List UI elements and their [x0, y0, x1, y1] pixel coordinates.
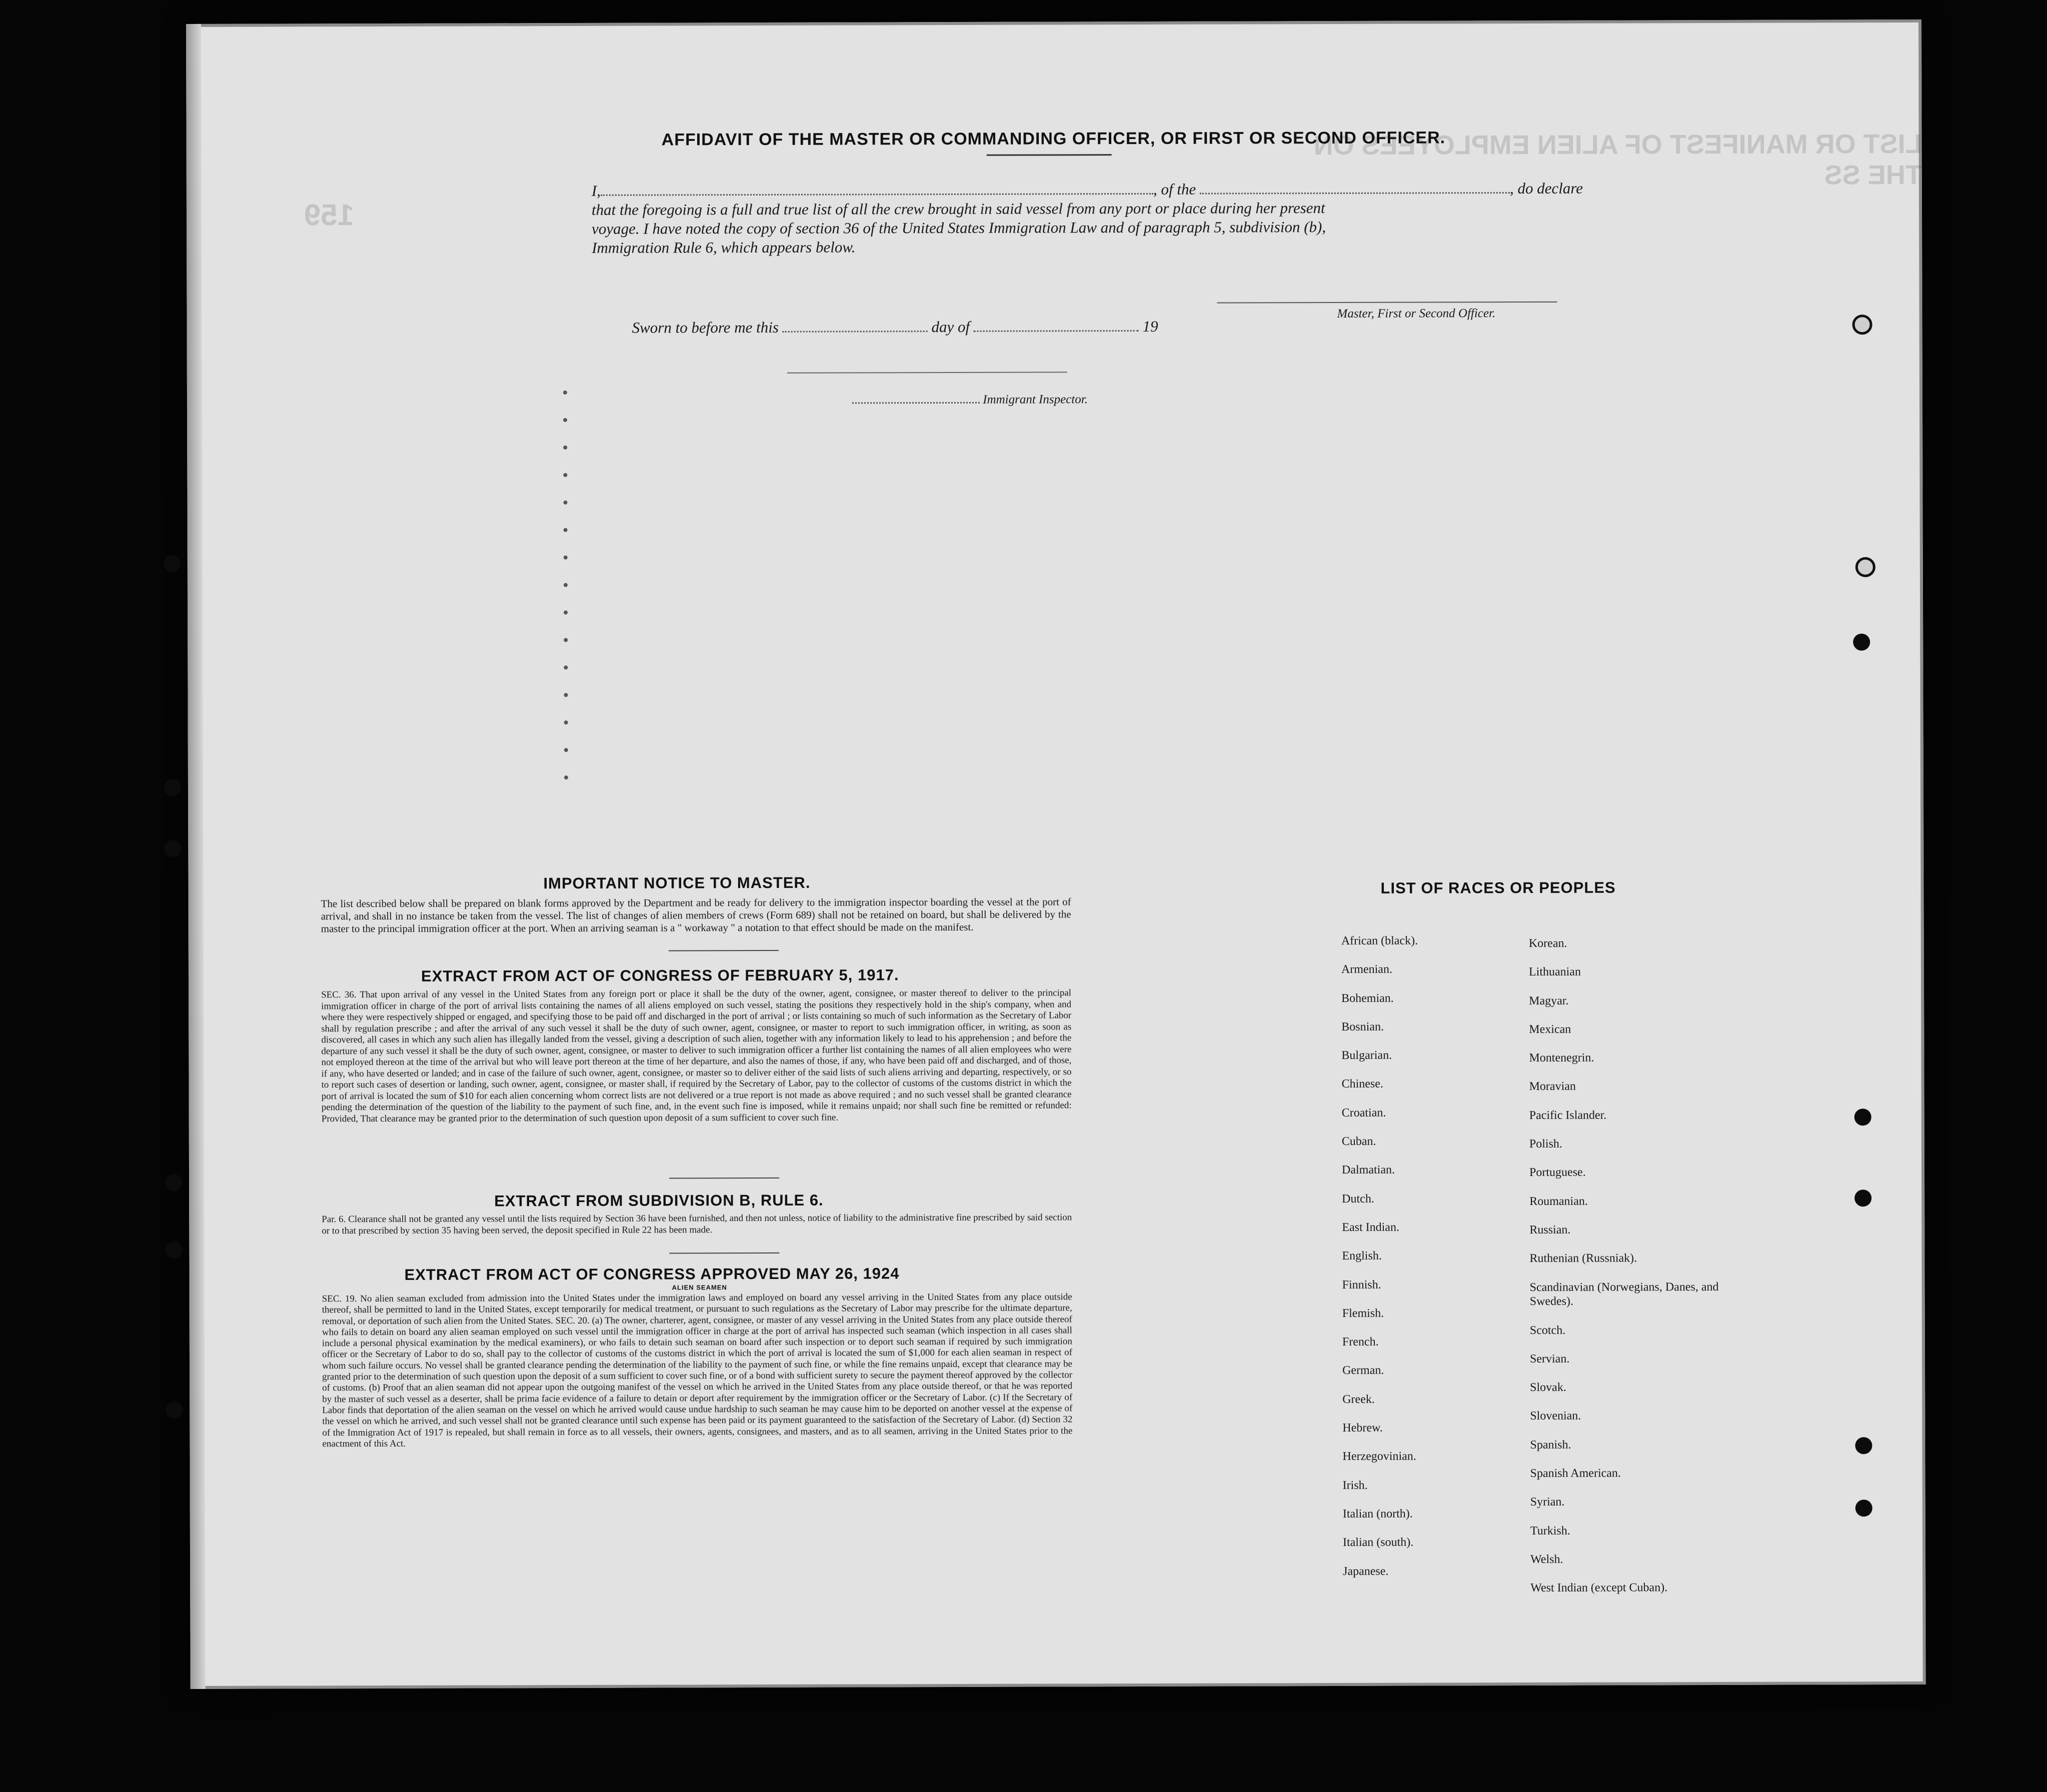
section-rule — [669, 950, 779, 952]
day-of-label: day of — [931, 318, 970, 336]
sworn-line — [632, 318, 1158, 337]
race-item: Herzegovinian. — [1342, 1450, 1416, 1464]
page-edge — [186, 24, 206, 1689]
race-item: Korean. — [1528, 936, 1567, 950]
race-item: Flemish. — [1342, 1306, 1384, 1320]
extract-rule6-text: Par. 6. Clearance shall not be granted any vessel until the lists required by Section 36 have been furnished, and then not unless, notice of liability to the administrative fine prescribed by said section or to that prescribed by section 35 having been served, the deposit specified in Rule 22 has been made. — [322, 1212, 1072, 1236]
section-rule — [669, 1252, 779, 1254]
binder-hole — [1854, 1108, 1871, 1126]
margin-dot — [564, 638, 568, 642]
race-item: Slovak. — [1530, 1380, 1566, 1394]
of-the-label: , of the — [1153, 180, 1196, 198]
races-right-column — [1529, 929, 1731, 1603]
binder-hole — [165, 1174, 182, 1191]
binder-hole — [164, 555, 181, 572]
race-item: German. — [1342, 1364, 1384, 1378]
race-item: Mexican — [1529, 1022, 1571, 1036]
margin-dot — [564, 583, 568, 587]
race-item: Bosnian. — [1341, 1020, 1384, 1034]
binder-ring — [1852, 314, 1872, 334]
master-signature-line[interactable] — [1217, 302, 1557, 304]
binder-hole — [164, 779, 181, 796]
race-item: Roumanian. — [1529, 1194, 1588, 1208]
race-item: Russian. — [1529, 1223, 1571, 1236]
affidavit-line3: voyage. I have noted the copy of section 36 of the United States Immigration Law and of paragraph 5, subdivision (b), — [592, 218, 1326, 238]
document-page — [186, 20, 1926, 1689]
binder-hole — [1853, 634, 1870, 650]
race-item: Portuguese. — [1529, 1166, 1586, 1180]
extract-1924-text: SEC. 19. No alien seaman excluded from admission into the United States under the immigration laws and employed on board any vessel arriving in the United States from any place outside thereof, shall be permitted to land in the United States, except temporarily for medical treatment, or pursuant to such regulations as the Secretary of Labor may prescribe for the ultimate departure, removal, or deportation of such alien from the United States. SEC. 20. (a) The owner, charterer, agent, consignee, or master of any vessel arriving in the United States from any place outside thereof who fails to detain on board any alien seaman employed on such vessel until the immigration officer in charge at the port of arrival has inspected such seaman (which inspection in all cases shall include a personal physical examination by the medical examiners), or who fails to detain such seaman on board after such inspection or to deport such seaman if required by such immigration officer or the Secretary of Labor to do so, shall pay to the collector of customs of the customs district in which the port of arrival is located the sum of $1,000 for each alien seaman in respect of whom such failure occurs. No vessel shall be granted clearance pending the determination of the liability to the payment of such fine, or while the fine remains unpaid, except that clearance may be granted prior to the determination of such question upon the deposit of a sum sufficient to cover such fine, or of a bond with sufficient surety to secure the payment thereof approved by the collector of customs. (b) Proof that an alien seaman did not appear upon the outgoing manifest of the vessel on which he arrived in the United States from any place outside thereof, or that he was reported by the master of such vessel as a deserter, shall be prima facie evidence of a failure to detain or deport after requirement by the immigration officer or the Secretary of Labor. (c) If the Secretary of Labor finds that deportation of the alien seaman on the vessel on which he arrived would cause undue hardship to such seaman he may cause him to be deported on another vessel at the expense of the vessel on which he arrived, and such vessel shall not be granted clearance until such expense has been paid or its payment guaranteed to the satisfaction of the Secretary of Labor. (d) Section 32 of the Immigration Act of 1917 is repealed, but shall remain in force as to all vessels, their owners, agents, consignees, and masters, and as to all seamen, arriving in the United States prior to the enactment of this Act. — [322, 1292, 1073, 1450]
inspector-rule — [787, 372, 1067, 373]
race-item: Syrian. — [1530, 1496, 1565, 1509]
race-item: Montenegrin. — [1529, 1051, 1594, 1065]
race-item: Magyar. — [1529, 994, 1569, 1008]
races-left-column — [1341, 926, 1508, 1586]
section-rule — [669, 1178, 779, 1179]
affidavit-line2: that the foregoing is a full and true list of all the crew brought in said vessel from any port or place during her present — [591, 199, 1325, 218]
race-item: Cuban. — [1341, 1134, 1376, 1148]
extract-1924-title: EXTRACT FROM ACT OF CONGRESS APPROVED MAY 26, 1924 — [404, 1264, 900, 1284]
race-item: Spanish American. — [1530, 1466, 1621, 1480]
race-item: East Indian. — [1342, 1220, 1399, 1234]
margin-dot — [564, 748, 568, 752]
binder-ring — [1855, 557, 1875, 577]
race-item: Dutch. — [1342, 1192, 1374, 1206]
name-blank[interactable] — [601, 193, 1153, 196]
race-item: Croatian. — [1341, 1106, 1386, 1120]
notice-text: The list described below shall be prepared on blank forms approved by the Department and be ready for delivery to the immigration inspector boarding the vessel at the port of arrival, and shall in no instance be taken from the vessel. The list of changes of alien members of crews (Form 689) shall not be retained on board, but shall be delivered by the master to the principal immigration officer at the port. When an arriving seaman is a " workaway " a notation to that effect should be made on the manifest. — [321, 896, 1071, 935]
race-item: Bulgarian. — [1341, 1048, 1392, 1062]
bleed-through-page-number: 159 — [304, 198, 355, 232]
sworn-day-blank[interactable] — [783, 330, 928, 332]
do-declare-label: , do declare — [1509, 179, 1583, 198]
affidavit-title: AFFIDAVIT OF THE MASTER OR COMMANDING OFFICER, OR FIRST OR SECOND OFFICER. — [661, 128, 1446, 150]
margin-dot — [564, 776, 568, 780]
margin-dot — [564, 528, 568, 532]
margin-dot — [564, 693, 568, 697]
race-item: Pacific Islander. — [1529, 1108, 1607, 1122]
sworn-month-blank[interactable] — [974, 330, 1139, 332]
race-item: French. — [1342, 1335, 1379, 1349]
race-item: Japanese. — [1343, 1564, 1389, 1578]
master-signature-label: Master, First or Second Officer. — [1337, 306, 1496, 320]
binder-hole — [166, 1402, 183, 1418]
race-item: Spanish. — [1530, 1438, 1571, 1452]
margin-dot — [564, 666, 568, 670]
margin-dot — [563, 390, 567, 394]
race-item: Chinese. — [1341, 1078, 1383, 1091]
race-item: Finnish. — [1342, 1278, 1381, 1292]
margin-dot — [564, 720, 568, 724]
year-label: 19 — [1142, 317, 1158, 335]
race-item: Slovenian. — [1530, 1410, 1581, 1423]
race-item: Bohemian. — [1341, 992, 1394, 1005]
race-item: Italian (north). — [1342, 1507, 1413, 1520]
race-item: Italian (south). — [1342, 1536, 1414, 1550]
title-rule — [987, 154, 1112, 156]
race-item: Moravian — [1529, 1080, 1576, 1094]
binder-hole — [164, 840, 181, 857]
margin-dot — [563, 418, 567, 422]
extract-1917-text: SEC. 36. That upon arrival of any vessel in the United States from any foreign port or place it shall be the duty of the owner, agent, consignee, or master thereof to deliver to the principal immigration officer in charge of the port of arrival lists containing the names of all aliens employed on such vessel, stating the positions they respectively hold in the ship's company, when and where they were respectively shipped or engaged, and specifying those to be paid off and discharged in the port of arrival ; or lists containing so much of such information as the Secretary of Labor shall by regulation prescribe ; and after the arrival of any such vessel it shall be the duty of such owner, agent, consignee, or master to report to such immigration officer, in writing, as soon as discovered, all cases in which any such alien has illegally landed from the vessel, giving a description of such alien, together with any information likely to lead to his apprehension ; and before the departure of any such vessel it shall be the duty of such owner, agent, consignee, or master to deliver to such immigration officer a further list containing the names of all alien employees who were not employed thereon at the time of the arrival but who will leave port thereon at the time of her departure, and also the names of those, if any, who have been paid off and discharged, and of those, if any, who have deserted or landed; and in case of the failure of such owner, agent, consignee, or master so to deliver either of the said lists of such aliens arriving and departing, respectively, or so to report such cases of desertion or landing, such owner, agent, consignee, or master shall, if required by the Secretary of Labor, pay to the collector of customs of the customs district in which the port of arrival is located the sum of $10 for each alien concerning whom correct lists are not delivered or a true report is not made as above required ; and no such vessel shall be granted clearance pending the determination of the question of the liability to the payment of such fine, and, in the event such fine is imposed, while it remains unpaid; nor shall such fine be remitted or refunded: Provided, That clearance may be granted prior to the determination of such question upon deposit of a sum sufficient to cover such fine. — [321, 988, 1072, 1124]
race-item: Servian. — [1529, 1352, 1570, 1366]
extract-1917-title: EXTRACT FROM ACT OF CONGRESS OF FEBRUARY 5, 1917. — [421, 966, 899, 985]
margin-dot — [563, 473, 567, 477]
race-item: Scotch. — [1529, 1324, 1566, 1337]
races-title: LIST OF RACES OR PEOPLES — [1380, 878, 1616, 897]
race-item: Polish. — [1529, 1137, 1562, 1151]
race-item: Turkish. — [1530, 1524, 1570, 1538]
inspector-label: Immigrant Inspector. — [983, 392, 1088, 406]
race-item: West Indian (except Cuban). — [1530, 1581, 1668, 1595]
margin-dot — [563, 500, 567, 504]
binder-hole — [1854, 1190, 1871, 1206]
race-item: Dalmatian. — [1341, 1164, 1395, 1177]
i-label: I, — [591, 182, 601, 200]
margin-dot — [564, 556, 568, 560]
race-item: Armenian. — [1341, 962, 1392, 976]
race-item: Irish. — [1342, 1478, 1368, 1492]
race-item: Scandinavian (Norwegians, Danes, and Swedes). — [1529, 1280, 1719, 1308]
affidavit-line4: Immigration Rule 6, which appears below. — [592, 238, 856, 256]
affidavit-line1 — [592, 180, 1583, 200]
race-item: English. — [1342, 1250, 1382, 1263]
race-item: Hebrew. — [1342, 1421, 1383, 1435]
margin-dot — [563, 446, 567, 450]
binder-hole — [165, 1242, 182, 1258]
sworn-label: Sworn to before me this — [632, 318, 779, 336]
inspector-blank[interactable] — [852, 402, 980, 404]
extract-1924-subtitle: ALIEN SEAMEN — [672, 1284, 727, 1292]
race-item: Welsh. — [1530, 1552, 1563, 1566]
race-item: Greek. — [1342, 1392, 1375, 1406]
notice-title: IMPORTANT NOTICE TO MASTER. — [543, 874, 811, 892]
race-item: Ruthenian (Russniak). — [1529, 1252, 1637, 1266]
bleed-through-heading: LIST OR MANIFEST OF ALIEN EMPLOYEES ON THE SS — [1313, 128, 1922, 190]
vessel-blank[interactable] — [1200, 192, 1510, 194]
inspector-line — [852, 392, 1088, 407]
margin-dot — [564, 610, 568, 614]
race-item: African (black). — [1341, 934, 1418, 948]
race-item: Lithuanian — [1528, 966, 1581, 979]
binder-hole — [1855, 1500, 1872, 1516]
binder-hole — [1855, 1437, 1872, 1454]
extract-rule6-title: EXTRACT FROM SUBDIVISION B, RULE 6. — [494, 1191, 824, 1210]
